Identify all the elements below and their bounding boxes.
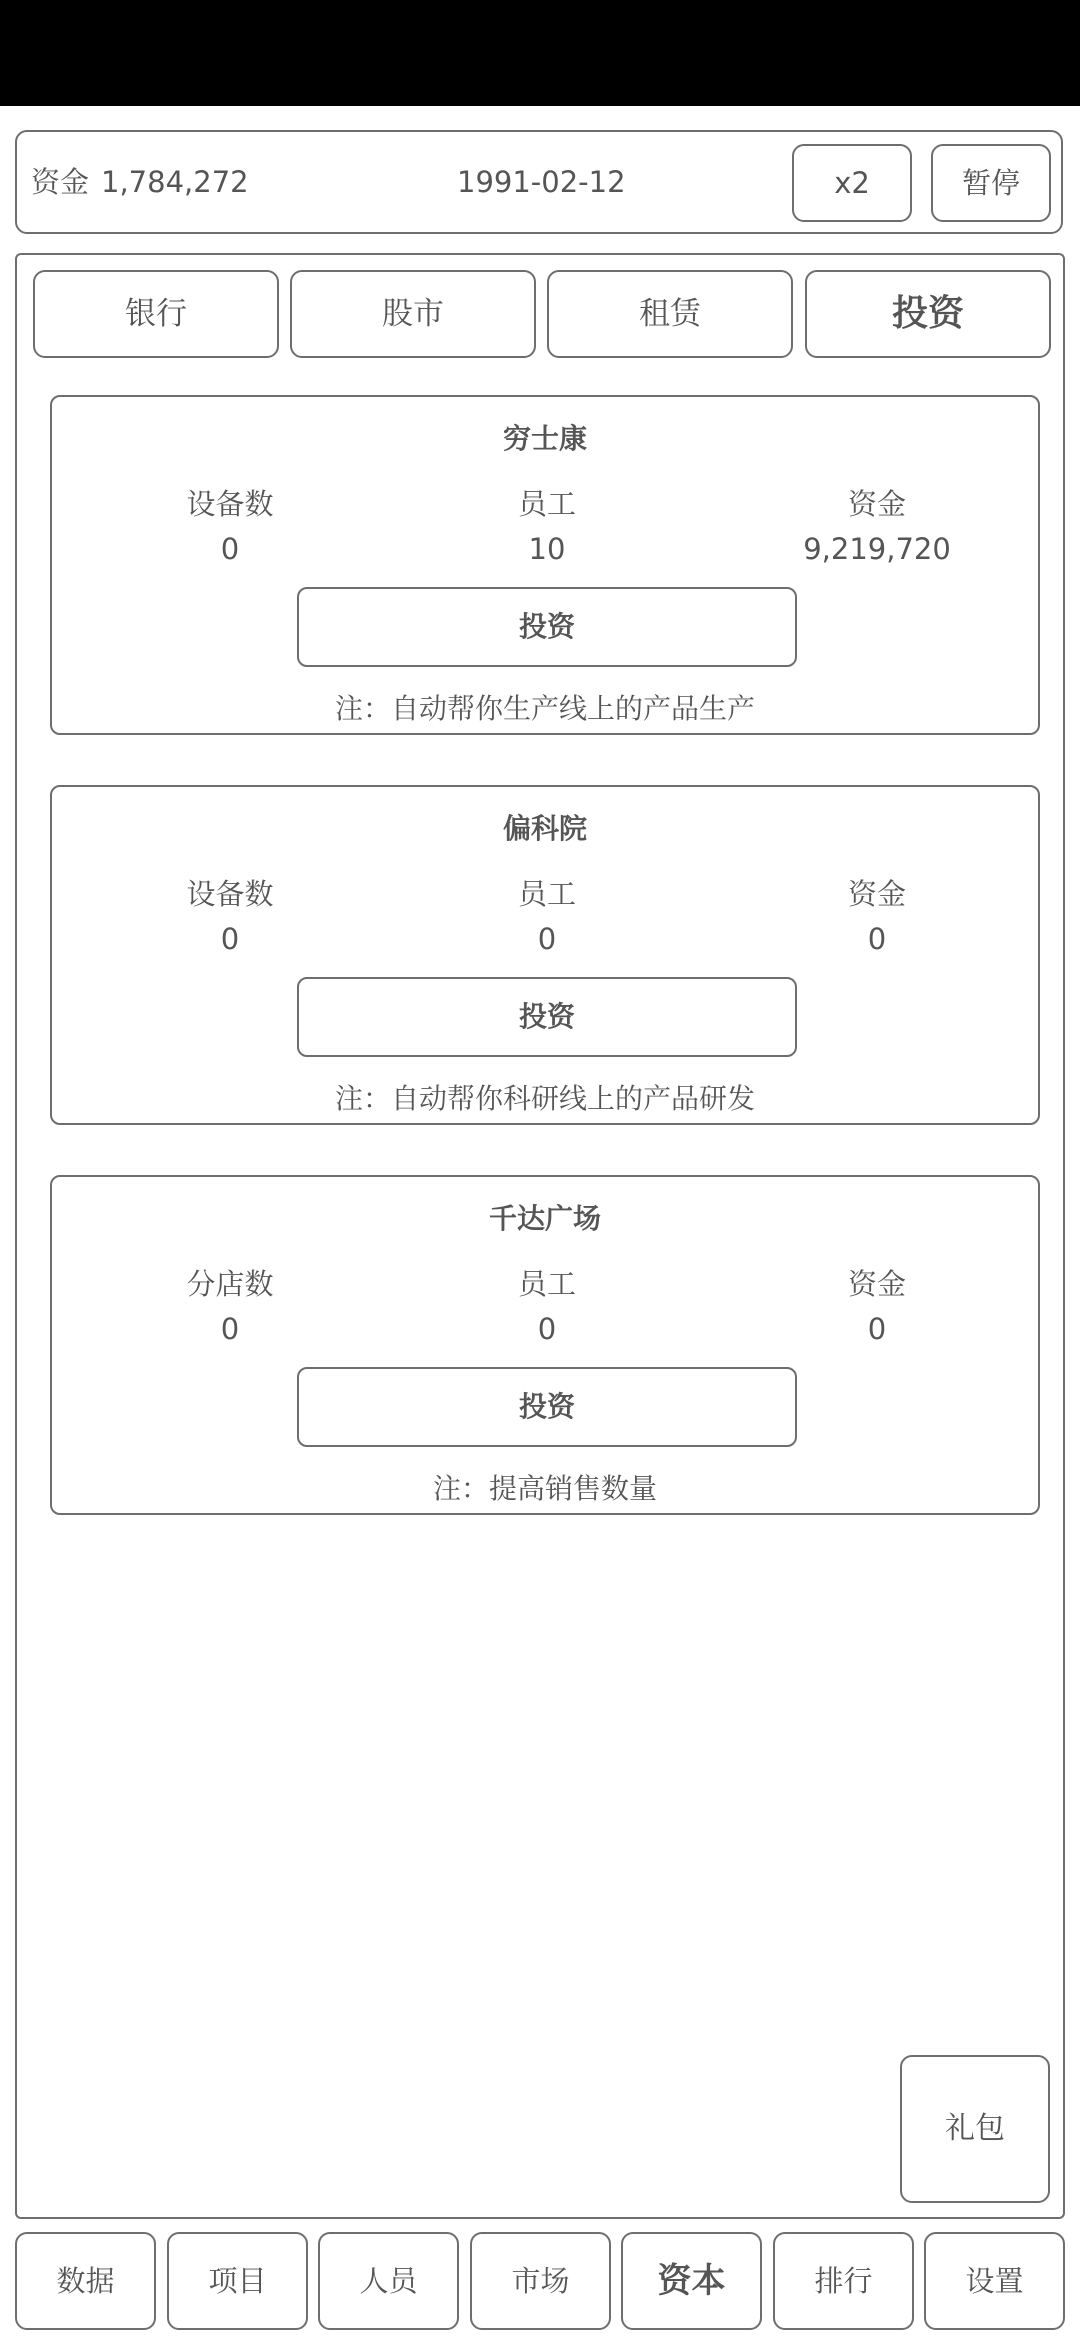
gift-pack-button[interactable]: 礼包 [900,2055,1050,2203]
card-note: 注：自动帮你生产线上的产品生产 [334,692,755,725]
nav-projects[interactable]: 项目 [167,2232,308,2330]
stat-value: 0 [867,922,887,956]
tab-investment[interactable]: 投资 [805,270,1051,358]
stat-value: 0 [867,1312,887,1346]
stat-label: 分店数 [186,1267,274,1301]
tab-stock-market[interactable]: 股市 [290,270,536,358]
card-note: 注：自动帮你科研线上的产品研发 [334,1082,755,1115]
stat-value: 9,219,720 [803,532,951,566]
nav-settings[interactable]: 设置 [924,2232,1065,2330]
stat-value: 0 [220,922,240,956]
stat-label: 员工 [517,487,576,521]
tab-leasing[interactable]: 租赁 [547,270,793,358]
stat-label: 资金 [847,877,906,911]
stat-value: 0 [537,922,557,956]
nav-market[interactable]: 市场 [470,2232,611,2330]
game-date: 1991-02-12 [457,165,626,199]
stat-label: 员工 [517,1267,576,1301]
investment-card [50,785,1040,1125]
stat-label: 员工 [517,877,576,911]
nav-ranking[interactable]: 排行 [773,2232,914,2330]
stat-value: 10 [528,532,566,566]
top-info-bar [15,130,1063,234]
stat-label: 资金 [847,487,906,521]
investment-card [50,395,1040,735]
funds-label: 资金 [31,165,90,199]
stat-label: 资金 [847,1267,906,1301]
card-note: 注：提高销售数量 [432,1472,657,1505]
stat-value: 0 [220,1312,240,1346]
investment-card [50,1175,1040,1515]
stat-value: 0 [220,532,240,566]
stat-label: 设备数 [186,487,274,521]
card-title: 千达广场 [488,1202,601,1235]
invest-button[interactable]: 投资 [297,587,797,667]
nav-capital[interactable]: 资本 [621,2232,762,2330]
nav-data[interactable]: 数据 [15,2232,156,2330]
tab-bank[interactable]: 银行 [33,270,279,358]
card-title: 穷士康 [502,422,587,455]
capital-panel [15,253,1065,2219]
nav-staff[interactable]: 人员 [318,2232,459,2330]
pause-button[interactable]: 暂停 [931,144,1051,222]
invest-button[interactable]: 投资 [297,1367,797,1447]
funds-value: 1,784,272 [101,165,249,199]
funds-display [31,132,249,232]
invest-button[interactable]: 投资 [297,977,797,1057]
status-bar [0,0,1080,106]
stat-value: 0 [537,1312,557,1346]
stat-label: 设备数 [186,877,274,911]
card-title: 偏科院 [502,812,587,845]
speed-button[interactable]: x2 [792,144,912,222]
